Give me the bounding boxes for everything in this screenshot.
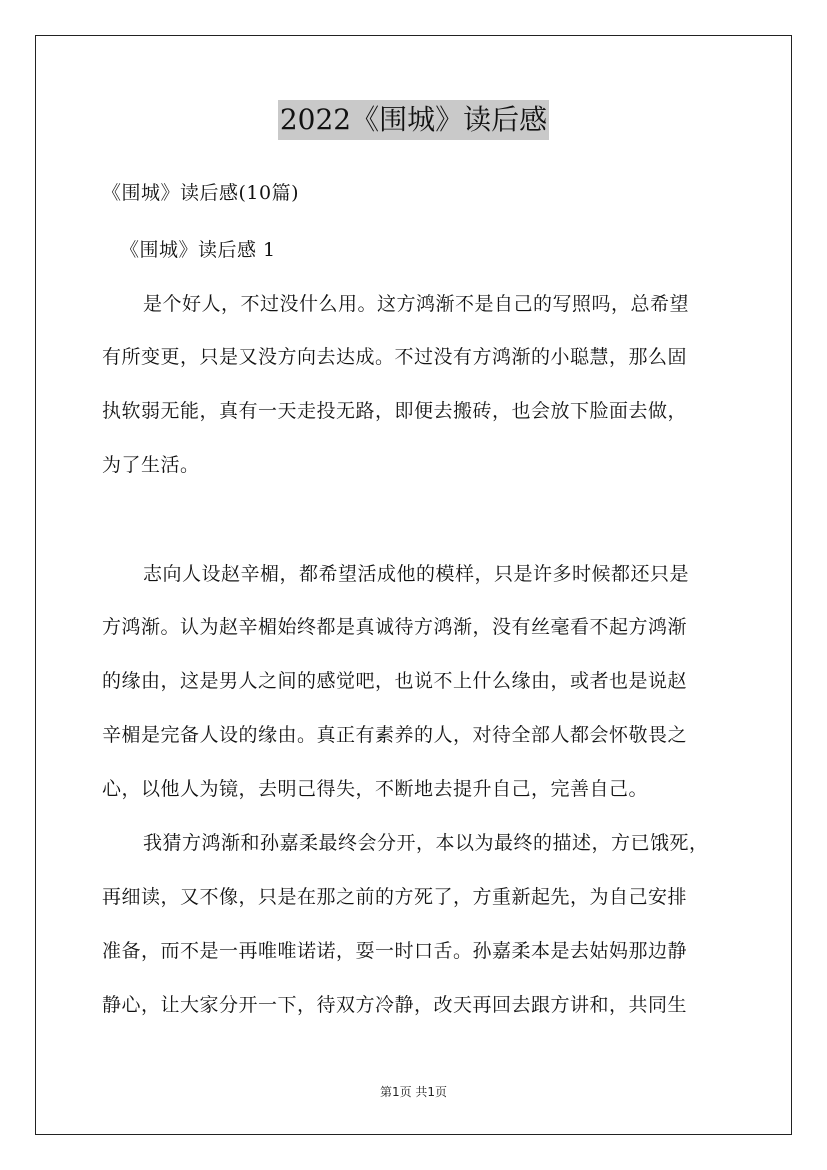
- paragraph-2-line-4: 辛楣是完备人设的缘由。真正有素养的人，对待全部人都会怀敬畏之: [102, 724, 688, 746]
- paragraph-2-line-2: 方鸿渐。认为赵辛楣始终都是真诚待方鸿渐，没有丝毫看不起方鸿渐: [102, 616, 688, 638]
- paragraph-1-line-1: 是个好人，不过没什么用。这方鸿渐不是自己的写照吗，总希望: [143, 293, 690, 315]
- paragraph-3-line-3: 准备，而不是一再唯唯诺诺，耍一时口舌。孙嘉柔本是去姑妈那边静: [102, 940, 688, 962]
- paragraph-2-line-1: 志向人设赵辛楣，都希望活成他的模样，只是许多时候都还只是: [143, 563, 690, 585]
- paragraph-3-line-2: 再细读，又不像，只是在那之前的方死了，方重新起先，为自己安排: [102, 886, 688, 908]
- paragraph-1-line-3: 执软弱无能，真有一天走投无路，即便去搬砖，也会放下脸面去做，: [102, 400, 688, 422]
- paragraph-3-line-1: 我猜方鸿渐和孙嘉柔最终会分开，本以为最终的描述，方已饿死，: [143, 832, 709, 854]
- document-subtitle: 《围城》读后感(10篇): [102, 182, 300, 204]
- paragraph-3-line-4: 静心，让大家分开一下，待双方冷静，改天再回去跟方讲和，共同生: [102, 994, 688, 1016]
- paragraph-2-line-3: 的缘由，这是男人之间的感觉吧，也说不上什么缘由，或者也是说赵: [102, 670, 688, 692]
- paragraph-1-line-2: 有所变更，只是又没方向去达成。不过没有方鸿渐的小聪慧，那么固: [102, 346, 688, 368]
- paragraph-2-line-5: 心，以他人为镜，去明己得失，不断地去提升自己，完善自己。: [102, 778, 649, 800]
- paragraph-1-line-4: 为了生活。: [102, 454, 200, 476]
- page-number-footer: 第1页 共1页: [379, 1085, 448, 1099]
- section-heading: 《围城》读后感 1: [120, 239, 276, 261]
- title-container: [0, 100, 827, 140]
- document-title: 2022《围城》读后感: [278, 100, 549, 140]
